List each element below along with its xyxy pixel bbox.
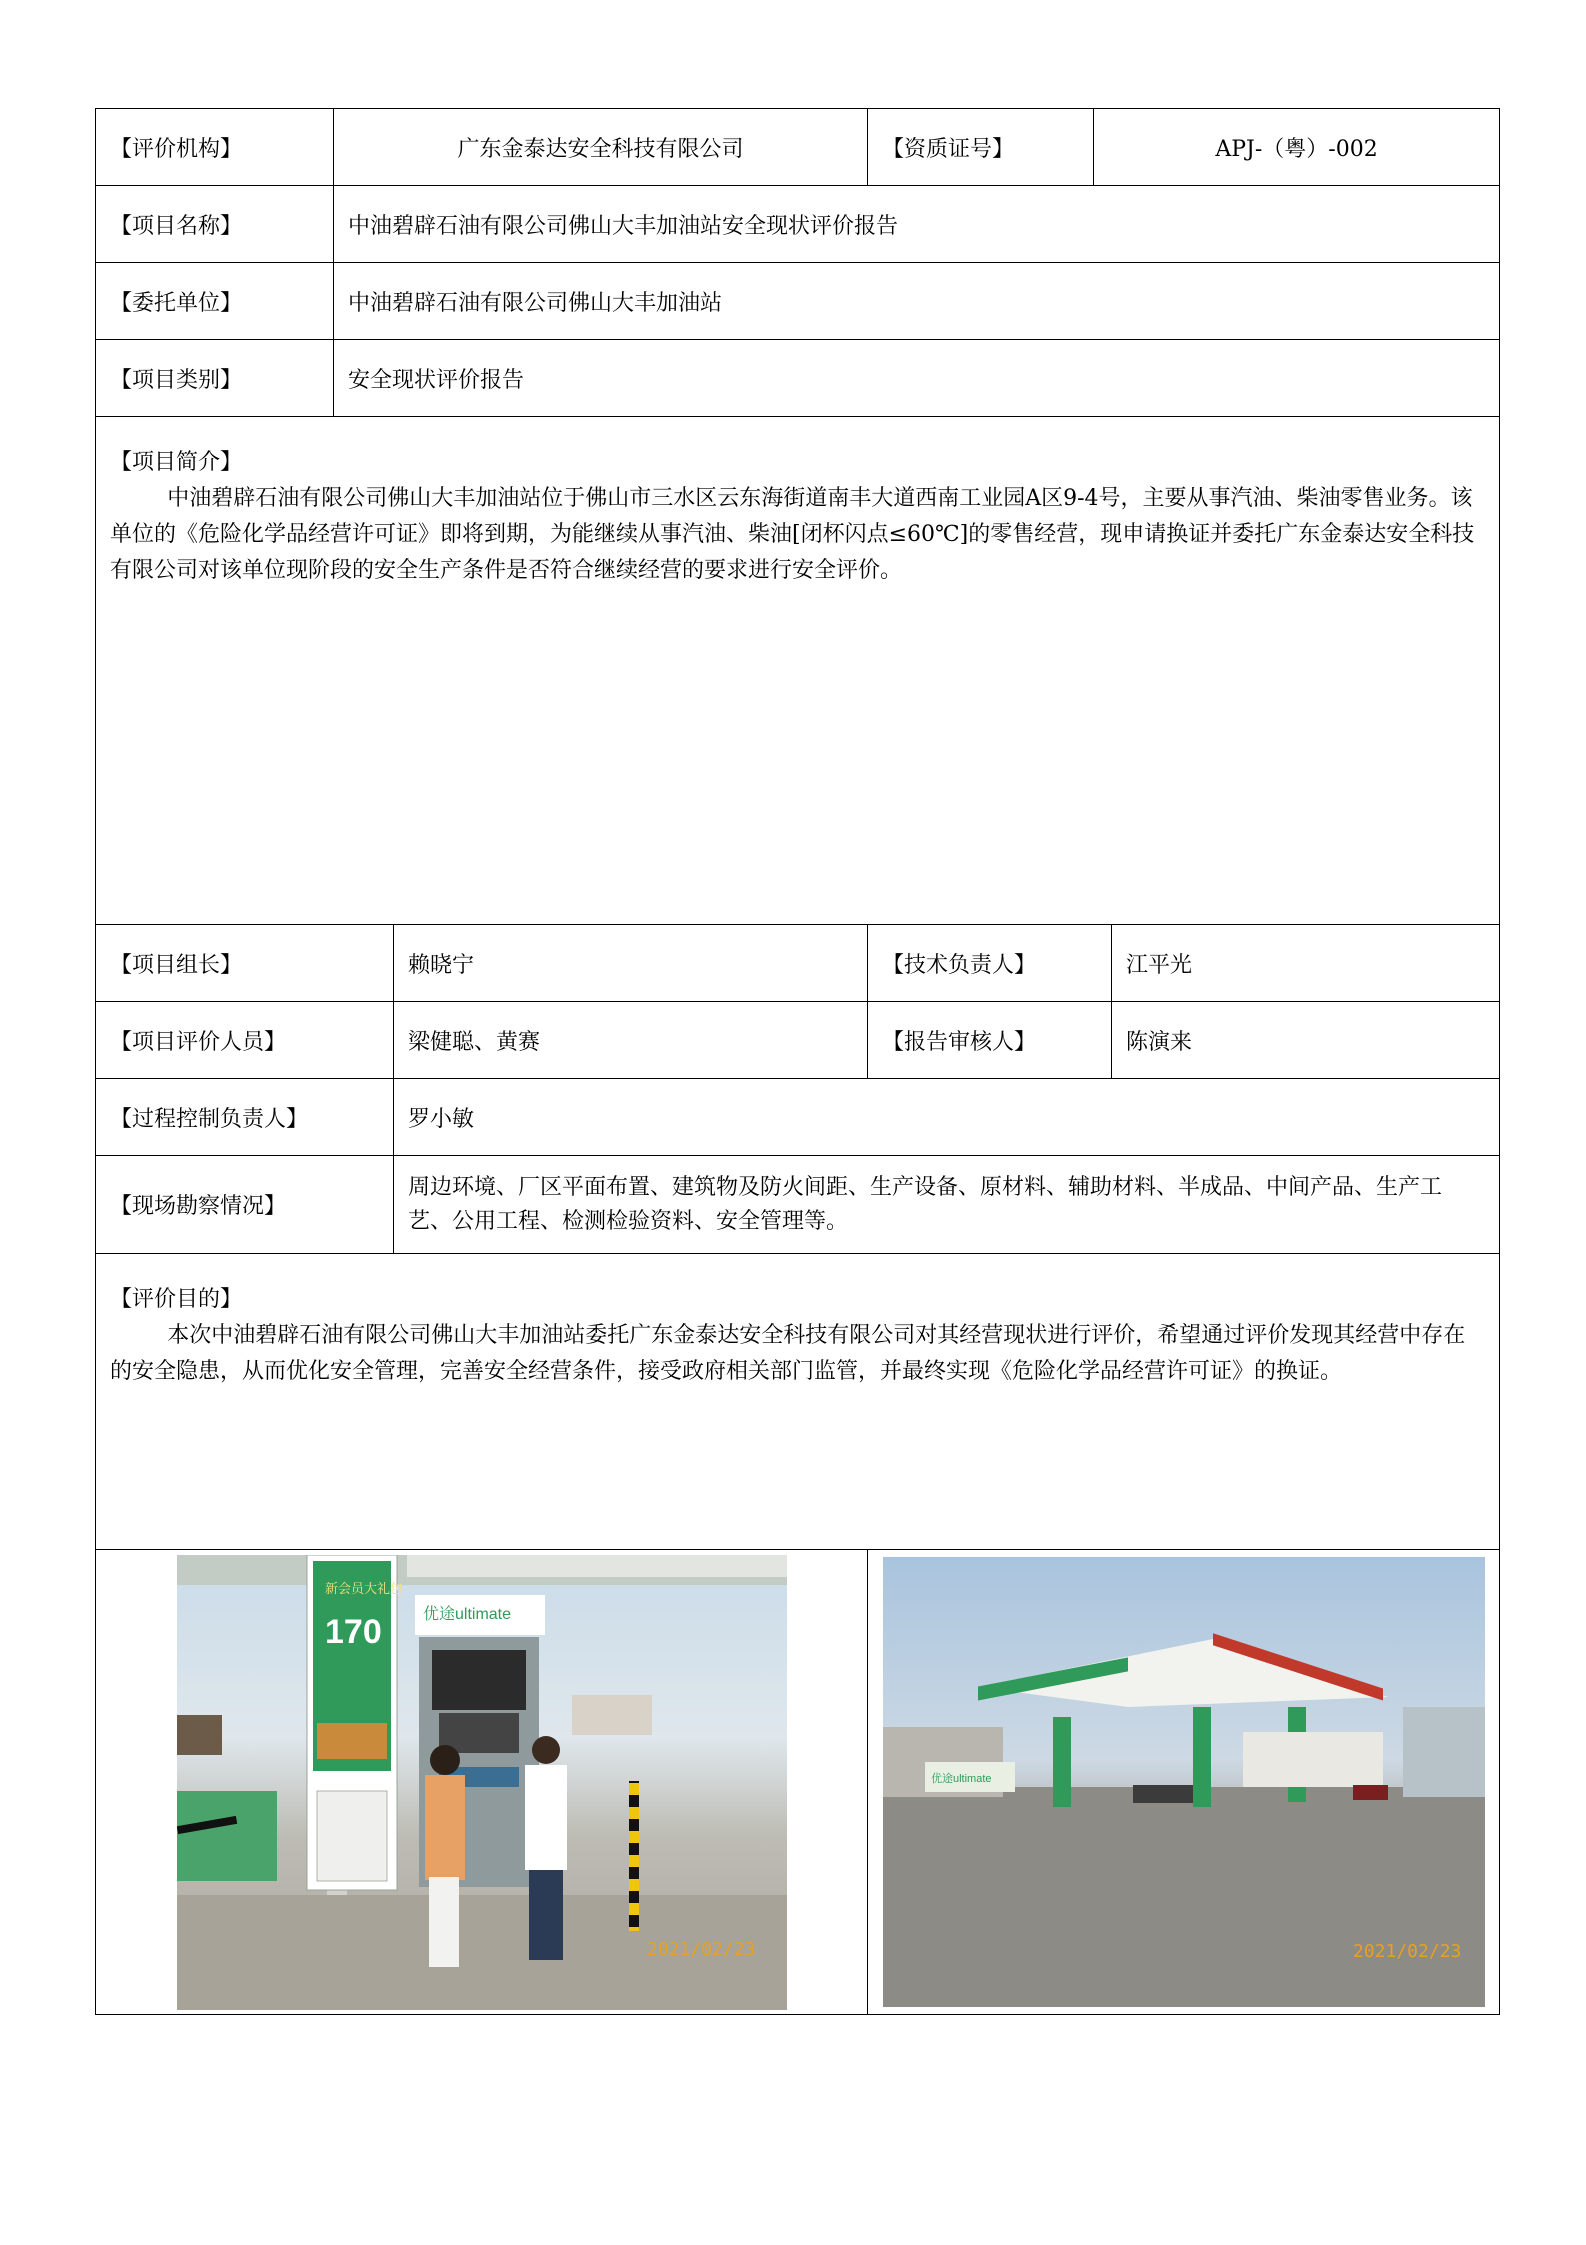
photo-cell-right [868, 1550, 1500, 2015]
tech-label: 【技术负责人】 [868, 925, 1112, 1002]
org-label: 【评价机构】 [96, 109, 334, 186]
client-label: 【委托单位】 [96, 263, 334, 340]
evaluation-sheet [95, 108, 1499, 2015]
leader-value: 赖晓宁 [394, 925, 868, 1002]
project-name-value: 中油碧辟石油有限公司佛山大丰加油站安全现状评价报告 [334, 186, 1500, 263]
survey-label: 【现场勘察情况】 [96, 1156, 394, 1254]
cert-value: APJ-（粤）-002 [1094, 109, 1500, 186]
process-row [96, 1079, 1500, 1156]
sign-brand-text-right: 优途ultimate [930, 1773, 992, 1785]
intro-block [96, 417, 1500, 925]
date-stamp-left: 2021/02/23 [646, 1938, 755, 1960]
purpose-row [96, 1254, 1500, 1550]
intro-text: 中油碧辟石油有限公司佛山大丰加油站位于佛山市三水区云东海街道南丰大道西南工业园A区9-4号，主要从事汽油、柴油零售业务。该单位的《危险化学品经营许可证》即将到期，为能继续从事汽油、柴油[闭杯闪点≤60℃]的零售经营，现申请换证并委托广东金泰达安全科技有限公司对该单位现阶段的安全生产条件是否符合继续经营的要求进行安全评价。 [110, 486, 1475, 583]
sign-brand-text: 优途ultimate [422, 1605, 511, 1623]
photos-row [96, 1550, 1500, 2015]
date-stamp-right: 2021/02/23 [1352, 1941, 1461, 1962]
leader-label: 【项目组长】 [96, 925, 394, 1002]
survey-value: 周边环境、厂区平面布置、建筑物及防火间距、生产设备、原材料、辅助材料、半成品、中间产品、生产工艺、公用工程、检测检验资料、安全管理等。 [394, 1156, 1500, 1254]
intro-row [96, 417, 1500, 925]
org-row [96, 109, 1500, 186]
client-row [96, 263, 1500, 340]
evaluators-label: 【项目评价人员】 [96, 1002, 394, 1079]
type-row [96, 340, 1500, 417]
site-photo-staff [177, 1555, 787, 2010]
gas-station-photo-left [177, 1555, 787, 2010]
process-label: 【过程控制负责人】 [96, 1079, 394, 1156]
process-value: 罗小敏 [394, 1079, 1500, 1156]
project-name-label: 【项目名称】 [96, 186, 334, 263]
purpose-text: 本次中油碧辟石油有限公司佛山大丰加油站委托广东金泰达安全科技有限公司对其经营现状进行评价，希望通过评价发现其经营中存在的安全隐患，从而优化安全管理，完善安全经营条件，接受政府相关部门监管，并最终实现《危险化学品经营许可证》的换证。 [110, 1323, 1466, 1384]
survey-row [96, 1156, 1500, 1254]
org-value: 广东金泰达安全科技有限公司 [334, 109, 868, 186]
sign-amount-text: 170 [324, 1612, 382, 1651]
gas-station-photo-right [883, 1557, 1485, 2007]
info-table [95, 108, 1500, 2015]
evaluators-value: 梁健聪、黄赛 [394, 1002, 868, 1079]
evaluators-row [96, 1002, 1500, 1079]
photo-cell-left [96, 1550, 868, 2015]
sign-promo-text: 新会员大礼包 [324, 1580, 403, 1596]
tech-value: 江平光 [1112, 925, 1500, 1002]
reviewer-value: 陈演来 [1112, 1002, 1500, 1079]
cert-label: 【资质证号】 [868, 109, 1094, 186]
type-label: 【项目类别】 [96, 340, 334, 417]
purpose-label: 【评价目的】 [110, 1287, 243, 1312]
reviewer-label: 【报告审核人】 [868, 1002, 1112, 1079]
site-photo-station [883, 1557, 1485, 2007]
project-name-row [96, 186, 1500, 263]
type-value: 安全现状评价报告 [334, 340, 1500, 417]
client-value: 中油碧辟石油有限公司佛山大丰加油站 [334, 263, 1500, 340]
intro-label: 【项目简介】 [110, 450, 243, 475]
purpose-block [96, 1254, 1500, 1550]
leader-row [96, 925, 1500, 1002]
